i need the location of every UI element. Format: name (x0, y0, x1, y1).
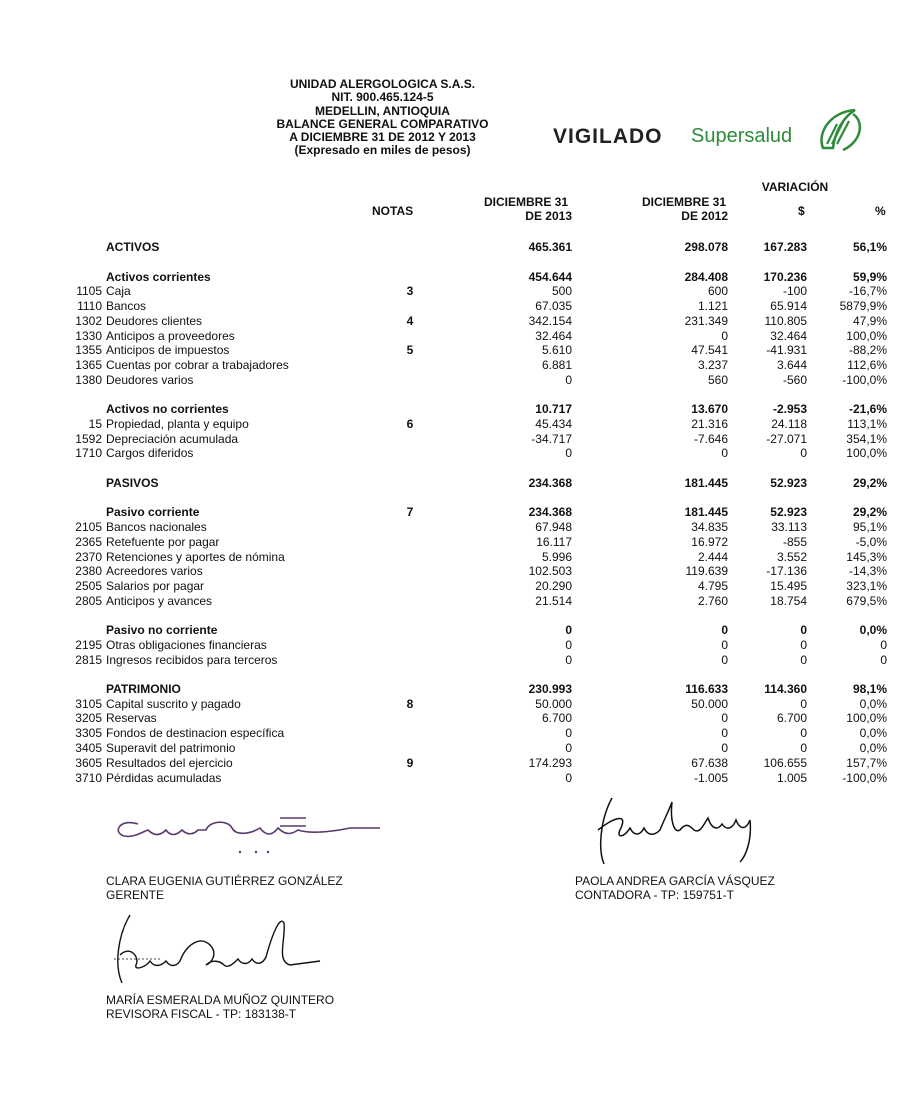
row-var: 106.655 (763, 756, 807, 770)
row-v2013: 0 (565, 771, 572, 785)
row-label: Anticipos a proveedores (106, 329, 235, 343)
revisora-name: MARÍA ESMERALDA MUÑOZ QUINTERO (106, 993, 335, 1007)
row-var: 3.552 (776, 550, 807, 564)
row-v2012: 0 (721, 638, 728, 652)
row-var: 0 (800, 741, 807, 755)
row-v2013: 102.503 (528, 564, 572, 578)
row-label: Pérdidas acumuladas (106, 771, 222, 785)
row-var: -2.953 (772, 402, 807, 416)
row-pct: -5,0% (855, 535, 887, 549)
row-label: Deudores varios (106, 373, 194, 387)
row-pct: 98,1% (852, 682, 887, 696)
row-v2013: 0 (565, 446, 572, 460)
row-pct: 0,0% (859, 623, 887, 637)
row-label: Propiedad, planta y equipo (106, 417, 249, 431)
row-label: PATRIMONIO (106, 682, 181, 696)
row-v2012: 47.541 (691, 343, 728, 357)
row-v2012: 116.633 (685, 682, 728, 696)
row-pct: -16,7% (848, 284, 887, 298)
row-note: 6 (406, 417, 414, 431)
row-pct: -14,3% (848, 564, 887, 578)
row-label: Retefuente por pagar (106, 535, 220, 549)
vigilado-text: VIGILADO (553, 125, 663, 148)
row-code: 2195 (75, 638, 102, 652)
row-var: 65.914 (770, 299, 807, 313)
row-v2012: 0 (721, 623, 728, 637)
row-code: 3205 (75, 711, 102, 725)
row-label: Otras obligaciones financieras (106, 638, 267, 652)
row-var: 33.113 (771, 520, 807, 534)
row-label: Depreciación acumulada (106, 432, 239, 446)
row-v2012: 2.444 (697, 550, 728, 564)
row-var: 170.236 (763, 270, 807, 284)
row-pct: 354,1% (846, 432, 887, 446)
row-v2013: 32.464 (535, 329, 572, 343)
row-v2013: 67.948 (535, 520, 572, 534)
row-pct: 29,2% (852, 476, 887, 490)
contadora-signature-icon (590, 790, 770, 870)
row-code: 15 (88, 417, 102, 431)
row-v2013: 10.717 (535, 402, 572, 416)
row-label: Capital suscrito y pagado (106, 697, 241, 711)
row-pct: -100,0% (842, 373, 887, 387)
row-v2013: 500 (551, 284, 572, 298)
row-note: 4 (406, 314, 414, 328)
row-v2012: 298.078 (684, 240, 728, 254)
row-code: 2505 (75, 579, 102, 593)
row-v2013: 50.000 (535, 697, 572, 711)
row-code: 1365 (75, 358, 102, 372)
row-pct: 0,0% (859, 726, 887, 740)
gerente-name: CLARA EUGENIA GUTIÉRREZ GONZÁLEZ (106, 874, 343, 888)
row-label: Cuentas por cobrar a trabajadores (106, 358, 289, 372)
row-note: 3 (406, 284, 414, 298)
row-v2013: 16.117 (536, 535, 572, 549)
row-var: 0 (800, 623, 807, 637)
row-code: 3305 (75, 726, 102, 740)
row-note: 7 (406, 505, 414, 519)
row-v2013: 0 (565, 638, 572, 652)
row-pct: 0,0% (859, 741, 887, 755)
contadora-signature-block (575, 875, 775, 902)
row-label: Fondos de destinacion específica (106, 726, 285, 740)
row-label: Superavit del patrimonio (106, 741, 236, 755)
row-label: Ingresos recibidos para terceros (106, 653, 278, 667)
row-var: 0 (800, 446, 807, 460)
row-pct: -100,0% (842, 771, 887, 785)
row-var: 110.805 (764, 314, 807, 328)
row-var: 18.754 (770, 594, 807, 608)
row-pct: 59,9% (852, 270, 887, 284)
row-v2012: 3.237 (697, 358, 728, 372)
row-v2013: 6.700 (541, 711, 572, 725)
row-var: -560 (782, 373, 807, 387)
row-pct: 145,3% (846, 550, 887, 564)
row-code: 2105 (75, 520, 102, 534)
row-var: 167.283 (763, 240, 807, 254)
row-v2012: 600 (707, 284, 728, 298)
row-v2013: 342.154 (528, 314, 572, 328)
row-pct: 112,6% (847, 358, 887, 372)
row-v2013: 5.610 (541, 343, 572, 357)
company-city: MEDELLIN, ANTIOQUIA (315, 103, 450, 118)
row-var: -855 (782, 535, 807, 549)
row-v2013: 0 (565, 653, 572, 667)
row-v2013: 20.290 (535, 579, 572, 593)
row-label: Anticipos de impuestos (106, 343, 230, 357)
row-v2013: 174.293 (528, 756, 572, 770)
row-v2012: 0 (721, 741, 728, 755)
row-pct: 157,7% (846, 756, 887, 770)
row-pct: 47,9% (852, 314, 887, 328)
row-code: 1330 (75, 329, 102, 343)
row-pct: 100,0% (846, 711, 887, 725)
row-label: Anticipos y avances (106, 594, 213, 608)
gerente-role: GERENTE (106, 887, 165, 902)
row-var: 52.923 (770, 505, 807, 519)
row-var: -100 (782, 284, 807, 298)
supersalud-text: Supersalud (691, 125, 793, 147)
row-v2013: 45.434 (535, 417, 572, 431)
row-v2013: 454.644 (528, 270, 572, 284)
row-v2012: 231.349 (684, 314, 728, 328)
report-header (245, 78, 520, 158)
row-pct: 679,5% (846, 594, 887, 608)
row-var: 0 (800, 638, 807, 652)
row-pct: 29,2% (852, 505, 887, 519)
row-label: Deudores clientes (106, 314, 203, 328)
row-var: 24.118 (771, 417, 807, 431)
row-code: 1380 (75, 373, 102, 387)
revisora-role: REVISORA FISCAL - TP: 183138-T (106, 1006, 297, 1021)
row-code: 3405 (75, 741, 102, 755)
row-v2012: 284.408 (684, 270, 728, 284)
revisora-signature-block (106, 994, 334, 1021)
row-v2013: -34.717 (531, 432, 572, 446)
row-v2012: 0 (721, 711, 728, 725)
report-units: (Expresado en miles de pesos) (294, 143, 471, 158)
variation-pct-header: % (875, 204, 886, 218)
row-code: 2805 (75, 594, 102, 608)
row-var: 32.464 (770, 329, 807, 343)
row-v2012: 0 (721, 329, 728, 343)
year-2013-header: DICIEMBRE 31 DE 2013 (483, 195, 572, 223)
row-var: 0 (800, 726, 807, 740)
row-label: Activos corrientes (106, 270, 211, 284)
row-v2012: 13.670 (691, 402, 728, 416)
report-period: A DICIEMBRE 31 DE 2012 Y 2013 (289, 130, 476, 145)
row-label: Cargos diferidos (106, 446, 194, 460)
row-v2012: 34.835 (691, 520, 728, 534)
row-v2012: 119.639 (685, 564, 728, 578)
company-nit: NIT. 900.465.124-5 (331, 90, 434, 105)
row-v2012: 21.316 (691, 417, 728, 431)
row-var: 1.005 (776, 771, 807, 785)
variacion-header: VARIACIÓN (761, 180, 829, 194)
contadora-name: PAOLA ANDREA GARCÍA VÁSQUEZ (575, 874, 775, 888)
row-code: 1592 (75, 432, 102, 446)
row-v2012: 50.000 (691, 697, 728, 711)
row-label: Bancos (106, 299, 147, 313)
row-v2013: 234.368 (528, 505, 572, 519)
row-v2013: 0 (565, 373, 572, 387)
row-label: Salarios por pagar (106, 579, 205, 593)
row-code: 3605 (75, 756, 102, 770)
row-label: Activos no corrientes (106, 402, 229, 416)
notas-header: NOTAS (372, 204, 414, 218)
row-v2013: 234.368 (528, 476, 572, 490)
row-pct: 56,1% (852, 240, 887, 254)
row-note: 8 (406, 697, 414, 711)
row-var: 3.644 (776, 358, 807, 372)
row-code: 1710 (75, 446, 102, 460)
row-v2012: 560 (707, 373, 728, 387)
row-code: 3105 (75, 697, 102, 711)
row-pct: 113,1% (847, 417, 887, 431)
row-v2012: 181.445 (684, 476, 728, 490)
row-v2012: 181.445 (684, 505, 728, 519)
row-v2012: -1.005 (693, 771, 728, 785)
row-v2013: 465.361 (528, 240, 572, 254)
row-pct: -88,2% (848, 343, 887, 357)
contadora-role: CONTADORA - TP: 159751-T (575, 887, 734, 902)
row-label: ACTIVOS (106, 240, 160, 254)
row-pct: 95,1% (852, 520, 887, 534)
row-code: 2370 (75, 550, 102, 564)
report-title: BALANCE GENERAL COMPARATIVO (276, 116, 489, 131)
supersalud-logo (553, 104, 873, 154)
company-name: UNIDAD ALERGOLOGICA S.A.S. (289, 77, 476, 91)
row-code: 2380 (75, 564, 102, 578)
row-var: 114.360 (764, 682, 807, 696)
gerente-signature-icon (110, 810, 390, 860)
row-label: Resultados del ejercicio (106, 756, 233, 770)
row-v2013: 0 (565, 623, 572, 637)
row-pct: 0,0% (859, 697, 887, 711)
row-v2012: 0 (721, 726, 728, 740)
row-v2012: 0 (721, 653, 728, 667)
row-v2013: 0 (565, 726, 572, 740)
row-v2012: 0 (721, 446, 728, 460)
row-v2013: 67.035 (535, 299, 572, 313)
row-code: 2365 (75, 535, 102, 549)
row-v2012: 2.760 (697, 594, 728, 608)
row-pct: 0 (880, 638, 887, 652)
row-label: Pasivo no corriente (106, 623, 218, 637)
row-var: 6.700 (776, 711, 807, 725)
row-code: 2815 (75, 653, 102, 667)
row-code: 1105 (76, 284, 102, 298)
row-pct: 5879,9% (839, 299, 887, 313)
row-label: Acreedores varios (106, 564, 203, 578)
row-label: Pasivo corriente (106, 505, 200, 519)
row-var: 52.923 (770, 476, 807, 490)
row-var: 0 (800, 697, 807, 711)
supersalud-leaf-icon (815, 104, 865, 154)
row-var: -27.071 (766, 432, 807, 446)
row-label: Caja (106, 284, 131, 298)
row-note: 5 (406, 343, 414, 357)
row-v2013: 230.993 (528, 682, 572, 696)
row-code: 1302 (75, 314, 102, 328)
row-v2013: 0 (565, 741, 572, 755)
revisora-signature-icon (100, 905, 340, 990)
row-var: -17.136 (766, 564, 807, 578)
row-label: PASIVOS (106, 476, 159, 490)
year-2012-header: DICIEMBRE 31 DE 2012 (641, 195, 728, 223)
row-note: 9 (406, 756, 414, 770)
row-label: Reservas (106, 711, 157, 725)
row-pct: -21,6% (848, 402, 887, 416)
row-v2012: 16.972 (691, 535, 728, 549)
variation-dollar-header: $ (798, 204, 805, 218)
row-var: 0 (800, 653, 807, 667)
row-pct: 100,0% (846, 329, 887, 343)
row-v2012: -7.646 (693, 432, 728, 446)
row-var: 15.495 (770, 579, 807, 593)
row-v2013: 21.514 (535, 594, 572, 608)
row-label: Retenciones y aportes de nómina (106, 550, 285, 564)
row-pct: 100,0% (846, 446, 887, 460)
row-v2013: 5.996 (541, 550, 572, 564)
row-v2012: 4.795 (697, 579, 728, 593)
row-v2013: 6.881 (541, 358, 572, 372)
row-code: 1110 (77, 299, 102, 313)
row-label: Bancos nacionales (106, 520, 207, 534)
row-v2012: 1.121 (697, 299, 728, 313)
gerente-signature-block (106, 875, 343, 902)
row-pct: 0 (880, 653, 887, 667)
row-v2012: 67.638 (691, 756, 728, 770)
row-code: 3710 (75, 771, 102, 785)
row-code: 1355 (75, 343, 102, 357)
row-var: -41.931 (766, 343, 807, 357)
row-pct: 323,1% (846, 579, 887, 593)
